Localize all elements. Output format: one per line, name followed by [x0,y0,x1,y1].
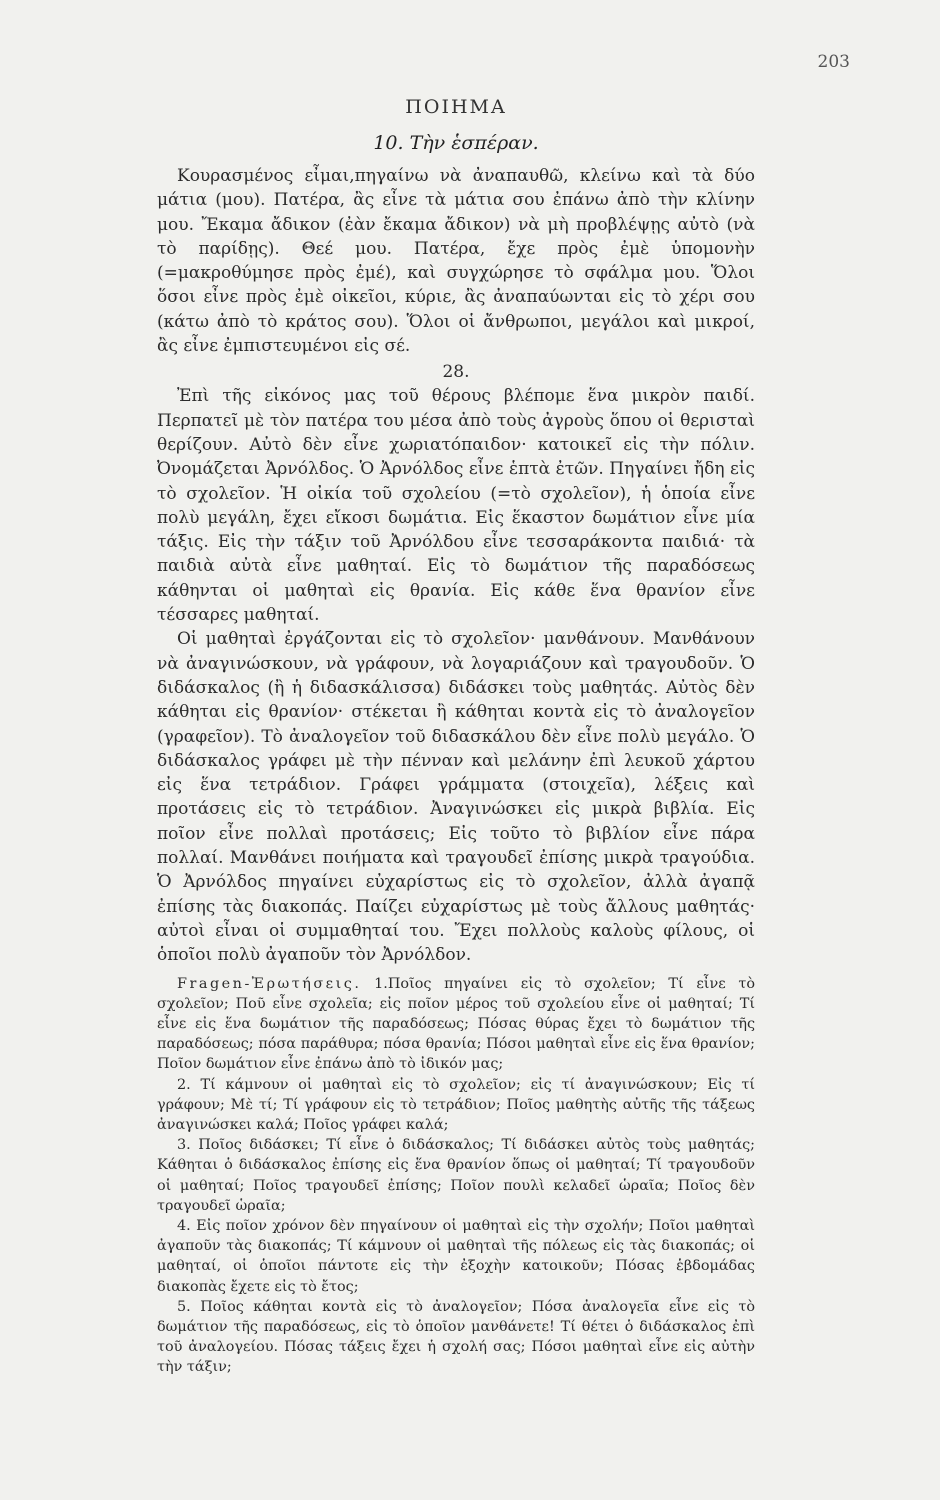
section-heading: ΠΟΙΗΜΑ [405,96,507,118]
exercise-question: 3. Ποῖος διδάσκει; Τί εἶνε ὁ διδάσκαλος; Τί διδάσκει αὐτὸς τοὺς μαθητάς; Κάθηται ὁ διδάσκαλος ἐπίσης εἰς ἕνα θρανίον ὅπως οἱ μαθηταί; Τί τραγουδοῦν οἱ μαθηταί; Ποῖος τραγουδεῖ ἐπίσης; Ποῖον πουλὶ κελαδεῖ ὡραῖα; Ποῖος δὲν τραγουδεῖ ὡραῖα; [157,1137,755,1214]
exercise-question [157,974,755,1075]
poem-title: 10. Τὴν ἑσπέραν. [373,132,539,154]
lesson-number: 28. [442,362,470,383]
page-number: 203 [817,52,850,72]
exercise-question: 5. Ποῖος κάθηται κοντὰ εἰς τὸ ἀναλογεῖον; Πόσα ἀναλογεῖα εἶνε εἰς τὸ δωμάτιον τῆς παραδόσεως, εἰς τὸ ὁποῖον μανθάνετε! Τί θέτει ὁ διδάσκαλος ἐπὶ τοῦ ἀναλογείου. Πόσας τάξεις ἔχει ἡ σχολή σας; Πόσοι μαθηταὶ εἶνε εἰς αὐτὴν τὴν τάξιν; [157,1298,755,1376]
page-content [157,96,755,1378]
prose-paragraph: Ἐπὶ τῆς εἰκόνος μας τοῦ θέρους βλέπομε ἕνα μικρὸν παιδί. Περπατεῖ μὲ τὸν πατέρα του μέσα ἀπὸ τοὺς ἀγροὺς ὅπου οἱ θερισταὶ θερίζουν. Αὐτὸ δὲν εἶνε χωριατόπαιδον· κατοικεῖ εἰς τὴν πόλιν. Ὀνομάζεται Ἀρνόλδος. Ὁ Ἀρνόλδος εἶνε ἑπτὰ ἐτῶν. Πηγαίνει ἤδη εἰς τὸ σχολεῖον. Ἡ οἰκία τοῦ σχολείου (=τὸ σχολεῖον), ἡ ὁποία εἶνε πολὺ μεγάλη, ἔχει εἴκοσι δωμάτια. Εἰς ἕκαστον δωμάτιον εἶνε μία τάξις. Εἰς τὴν τάξιν τοῦ Ἀρνόλδου εἶνε τεσσαράκοντα παιδιά· τὰ παιδιὰ αὐτὰ εἶνε μαθηταί. Εἰς τὸ δωμάτιον τῆς παραδόσεως κάθηνται οἱ μαθηταὶ εἰς θρανία. Εἰς κάθε ἕνα θρανίον εἶνε τέσσαρες μαθηταί. [157,386,755,626]
exercises-label: Fragen-Ἐρωτήσεις. [177,975,362,992]
poem-text: Κουρασμένος εἶμαι,πηγαίνω νὰ ἀναπαυθῶ, κλείνω καὶ τὰ δύο μάτια (μου). Πατέρα, ἂς εἶνε τὰ μάτια σου ἐπάνω ἀπὸ τὴν κλίνην μου. Ἔκαμα ἄδικον (ἐὰν ἔκαμα ἄδικον) νὰ μὴ προβλέψῃς αὐτὸ (νὰ τὸ παρίδῃς). Θεέ μου. Πατέρα, ἔχε πρὸς ἐμὲ ὑπομονὴν (=μακροθύμησε πρὸς ἐμέ), καὶ συγχώρησε τὸ σφάλμα μου. Ὅλοι ὅσοι εἶνε πρὸς ἐμὲ οἰκεῖοι, κύριε, ἂς ἀναπαύωνται εἰς τὸ χέρι σου (κάτω ἀπὸ τὸ κράτος σου). Ὅλοι οἱ ἄνθρωποι, μεγάλοι καὶ μικροί, ἂς εἶνε ἐμπιστευμένοι εἰς σέ. [157,166,755,357]
exercises-block [157,974,755,1378]
exercise-question: 2. Τί κάμνουν οἱ μαθηταὶ εἰς τὸ σχολεῖον; εἰς τί ἀναγινώσκουν; Εἰς τί γράφουν; Μὲ τί; Τί γράφουν εἰς τὸ τετράδιον; Ποῖος μαθητὴς αὐτῆς τῆς τάξεως ἀναγινώσκει καλά; Ποῖος γράφει καλά; [157,1076,755,1133]
prose-paragraph: Οἱ μαθηταὶ ἐργάζονται εἰς τὸ σχολεῖον· μανθάνουν. Μανθάνουν νὰ ἀναγινώσκουν, νὰ γράφουν, νὰ λογαριάζουν καὶ τραγουδοῦν. Ὁ διδάσκαλος (ἢ ἡ διδασκάλισσα) διδάσκει τοὺς μαθητάς. Αὐτὸς δὲν κάθηται εἰς θρανίον· στέκεται ἢ κάθηται κοντὰ εἰς τὸ ἀναλογεῖον (γραφεῖον). Τὸ ἀναλογεῖον τοῦ διδασκάλου δὲν εἶνε πολὺ μεγάλο. Ὁ διδάσκαλος γράφει μὲ τὴν πένναν καὶ μελάνην ἐπὶ λευκοῦ χάρτου εἰς ἕνα τετράδιον. Γράφει γράμματα (στοιχεῖα), λέξεις καὶ προτάσεις εἰς τὸ τετράδιον. Ἀναγινώσκει εἰς μικρὰ βιβλία. Εἰς ποῖον εἶνε πολλαὶ προτάσεις; Εἰς τοῦτο τὸ βιβλίον εἶνε πάρα πολλαί. Μανθάνει ποιήματα καὶ τραγουδεῖ ἐπίσης μικρὰ τραγούδια. Ὁ Ἀρνόλδος πηγαίνει εὐχαρίστως εἰς τὸ σχολεῖον, ἀλλὰ ἀγαπᾷ ἐπίσης τὰς διακοπάς. Παίζει εὐχαρίστως μὲ τοὺς ἄλλους μαθητάς· αὐτοὶ εἶναι οἱ συμμαθηταί του. Ἔχει πολλοὺς καλοὺς φίλους, οἱ ὁποῖοι πολὺ ἀγαποῦν τὸν Ἀρνόλδον. [157,629,755,966]
exercise-text: 1.Ποῖος πηγαίνει εἰς τὸ σχολεῖον; Τί εἶνε τὸ σχολεῖον; Ποῦ εἶνε σχολεῖα; εἰς ποῖον μέρος τοῦ σχολείου εἶνε οἱ μαθηταί; Τί εἶνε εἰς ἕνα δωμάτιον τῆς παραδόσεως; Πόσας θύρας ἔχει τὸ δωμάτιον τῆς παραδόσεως; πόσα παράθυρα; πόσα θρανία; Πόσοι μαθηταὶ εἶνε εἰς ἕνα θρανίον; Ποῖον δωμάτιον εἶνε ἐπάνω ἀπὸ τὸ ἰδικόν μας; [157,975,755,1073]
exercise-question: 4. Εἰς ποῖον χρόνον δὲν πηγαίνουν οἱ μαθηταὶ εἰς τὴν σχολήν; Ποῖοι μαθηταὶ ἀγαποῦν τὰς διακοπάς; Τί κάμνουν οἱ μαθηταὶ τῆς πόλεως εἰς τὰς διακοπάς; οἱ μαθηταί, οἱ ὁποῖοι πάντοτε εἰς τὴν ἐξοχὴν κατοικοῦν; Πόσας ἑβδομάδας διακοπὰς ἔχετε εἰς τὸ ἔτος; [157,1217,755,1295]
